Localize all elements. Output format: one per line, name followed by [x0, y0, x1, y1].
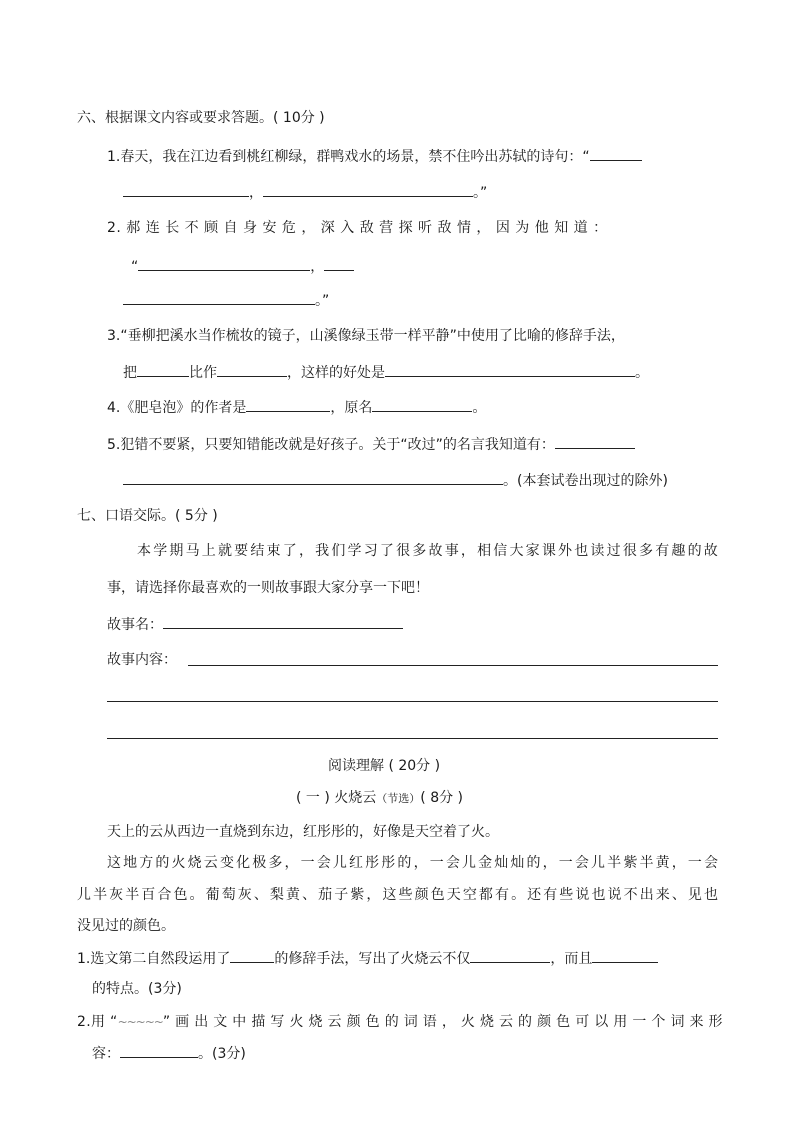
q6-2-line1: 2. 郝 连 长 不 顾 自 身 安 危 ， 深 入 敌 营 探 听 敌 情 ， 因 为 他 知 道 ：: [107, 220, 608, 236]
q6-3-line1: 3.“垂柳把溪水当作梳妆的镜子，山溪像绿玉带一样平静”中使用了比喻的修辞手法，: [107, 328, 625, 344]
story-content-label: 故事内容：: [107, 652, 177, 668]
reading-q1-text2: 的修辞手法，写出了火烧云不仅: [274, 951, 471, 967]
passage-para-2-line1: 这地方的火烧云变化极多，一会儿红彤彤的，一会儿金灿灿的，一会儿半紫半黄，一会: [107, 855, 718, 871]
answer-blank[interactable]: [120, 1043, 198, 1058]
reading-q1-line2: 的特点。(3分): [92, 981, 182, 997]
passage-para-2-line3: 没见过的颜色。: [77, 918, 175, 934]
q6-3-end: 。: [635, 365, 649, 381]
answer-blank[interactable]: [137, 362, 189, 377]
passage-note: （节选）: [376, 792, 421, 805]
q6-2-line2: [131, 256, 354, 277]
q6-1-line2: [123, 182, 487, 203]
q6-3-line2: [123, 362, 649, 383]
answer-blank[interactable]: [123, 182, 249, 197]
q6-1-text: 1.春天，我在江边看到桃红柳绿，群鸭戏水的场景，禁不住吟出苏轼的诗句：“: [107, 149, 590, 165]
answer-blank[interactable]: [230, 948, 274, 963]
passage-para-2-line2: 儿半灰半百合色。葡萄灰、梨黄、茄子紫，这些颜色天空都有。还有些说也说不出来、见也: [77, 887, 718, 903]
q6-2-comma: ，: [310, 259, 325, 275]
answer-blank[interactable]: [123, 290, 315, 305]
story-content-line[interactable]: [188, 665, 718, 666]
q6-3-bizuo: 比作: [189, 365, 217, 381]
answer-blank[interactable]: [217, 362, 287, 377]
story-content-line[interactable]: [107, 738, 718, 739]
passage-title: ( 一 ) 火烧云: [296, 790, 377, 806]
q6-3-ba: 把: [123, 365, 137, 381]
q6-5-line2: [123, 470, 668, 491]
q6-1-end: 。”: [473, 185, 488, 201]
reading-q1-text3: ，而且: [550, 951, 593, 967]
reading-q2-text: 2.用 “: [77, 1014, 118, 1030]
reading-q1-text: 1.选文第二自然段运用了: [77, 951, 231, 967]
story-name-label: 故事名：: [107, 617, 163, 633]
section-6-title: 六、根据课文内容或要求答题。( 10分 ): [77, 110, 325, 126]
q6-4: [107, 397, 486, 418]
story-content-line[interactable]: [107, 701, 718, 702]
answer-blank[interactable]: [555, 434, 635, 449]
answer-blank[interactable]: [470, 948, 550, 963]
q6-4-end: 。: [472, 400, 487, 416]
passage-points: ( 8分 ): [420, 790, 464, 806]
sec7-paragraph-line2: 事，请选择你最喜欢的一则故事跟大家分享一下吧！: [107, 580, 429, 596]
answer-blank[interactable]: [372, 397, 472, 412]
q6-5-note: 。(本套试卷出现过的除外): [503, 473, 668, 489]
q6-4-yuanming: ，原名: [330, 400, 373, 416]
reading-q2-end: 。(3分): [198, 1046, 246, 1062]
section-7-title: 七、口语交际。( 5分 ): [77, 508, 218, 524]
q6-1-line1: [107, 146, 642, 167]
q6-2-end: 。”: [315, 293, 330, 309]
q6-4-text: 4.《肥皂泡》的作者是: [107, 400, 247, 416]
answer-blank[interactable]: [592, 948, 658, 963]
q6-2-line3: [123, 290, 329, 311]
reading-q2-text3: 容：: [92, 1046, 120, 1062]
wavy-underline-mark: ~~~~~: [117, 1015, 163, 1029]
answer-blank[interactable]: [324, 256, 354, 271]
reading-q2-line1: [77, 1012, 723, 1032]
answer-blank[interactable]: [123, 470, 503, 485]
reading-q2-line2: [92, 1043, 246, 1064]
q6-1-comma: ，: [249, 185, 263, 201]
answer-blank[interactable]: [138, 256, 310, 271]
passage-para-1: 天上的云从西边一直烧到东边，红彤彤的，好像是天空着了火。: [107, 824, 499, 840]
story-name-row: [107, 614, 403, 635]
reading-q1-line1: [77, 948, 658, 969]
answer-blank[interactable]: [385, 362, 635, 377]
reading-q2-text2: ” 画 出 文 中 描 写 火 烧 云 颜 色 的 词 语 ， 火 烧 云 的 颜 色 可 以 用 一 个 词 来 形: [162, 1014, 723, 1030]
q6-5-line1: [107, 434, 635, 455]
story-name-input[interactable]: [163, 614, 403, 629]
answer-blank[interactable]: [246, 397, 330, 412]
answer-blank[interactable]: [590, 146, 642, 161]
reading-title: 阅读理解 ( 20分 ): [328, 758, 441, 774]
q6-5-text: 5.犯错不要紧，只要知错能改就是好孩子。关于“改过”的名言我知道有：: [107, 437, 555, 453]
sec7-paragraph-line1: 本学期马上就要结束了，我们学习了很多故事，相信大家课外也读过很多有趣的故: [137, 543, 718, 559]
reading-subtitle: [296, 788, 463, 809]
answer-blank[interactable]: [263, 182, 473, 197]
q6-3-benefit: ，这样的好处是: [287, 365, 385, 381]
q6-2-quote: “: [131, 259, 139, 275]
